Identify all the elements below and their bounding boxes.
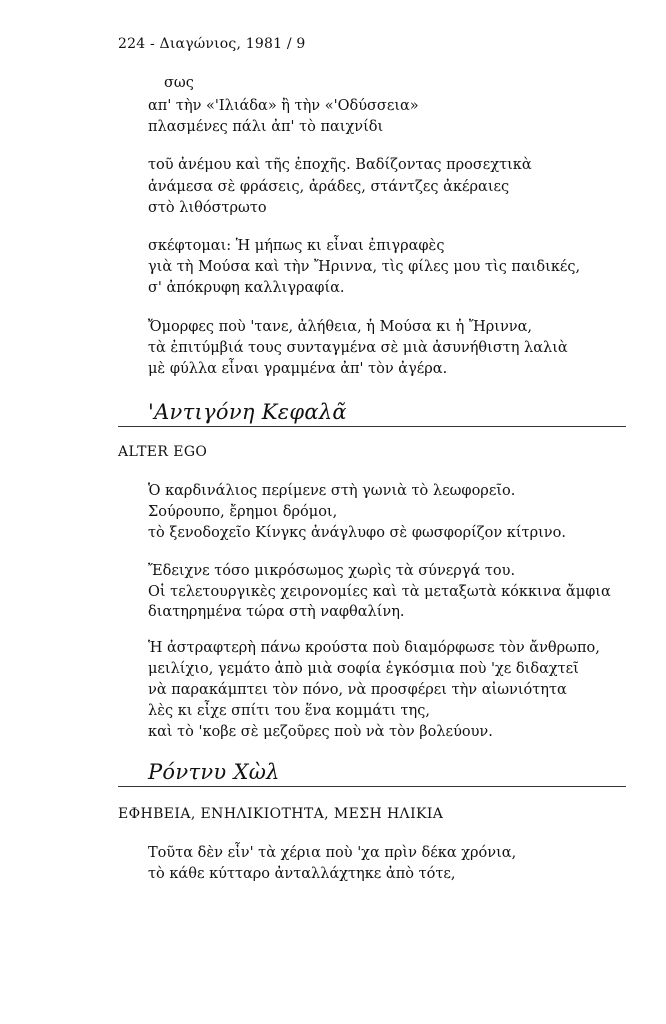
running-head: 224 - Διαγώνιος, 1981 / 9 [118, 36, 306, 52]
poem-line: ἀνάμεσα σὲ φράσεις, ἀράδες, στάντζες ἀκέραιες [148, 179, 510, 195]
author-name: 'Αντιγόνη Κεφαλᾶ [148, 400, 347, 424]
poem-line: διατηρημένα τώρα στὴ ναφθαλίνη. [148, 604, 405, 620]
poem-line: απ' τὴν «'Ιλιάδα» ἢ τὴν «'Οδύσσεια» [148, 98, 419, 114]
poem-line: σ' ἀπόκρυφη καλλιγραφία. [148, 280, 345, 296]
poem-line: καὶ τὸ 'κοβε σὲ μεζοῦρες ποὺ νὰ τὸν βολεύουν. [148, 724, 493, 740]
poem-line: νὰ παρακάμπτει τὸν πόνο, νὰ προσφέρει τὴν αἰωνιότητα [148, 682, 567, 698]
poem-line: τοῦ ἀνέμου καὶ τῆς ἐποχῆς. Βαδίζοντας προσεχτικὰ [148, 157, 532, 173]
author-name: Ρόντνυ Χὼλ [148, 760, 280, 784]
poem-line: Ὁ καρδινάλιος περίμενε στὴ γωνιὰ τὸ λεωφορεῖο. [148, 483, 516, 499]
poem-line: Ἡ ἀστραφτερὴ πάνω κρούστα ποὺ διαμόρφωσε τὸν ἄνθρωπο, [148, 640, 600, 656]
poem-line: πλασμένες πάλι ἀπ' τὸ παιχνίδι [148, 119, 384, 135]
poem-title: ALTER EGO [118, 444, 208, 460]
poem-line: τὸ κάθε κύτταρο ἀνταλλάχτηκε ἀπὸ τότε, [148, 866, 456, 882]
section-divider [118, 426, 626, 427]
poem-title: ΕΦΗΒΕΙΑ, ΕΝΗΛΙΚΙΟΤΗΤΑ, ΜΕΣΗ ΗΛΙΚΙΑ [118, 806, 444, 822]
poem-line: γιὰ τὴ Μούσα καὶ τὴν Ἤριννα, τὶς φίλες μου τὶς παιδικές, [148, 259, 581, 275]
poem-line: Ὄμορφες ποὺ 'τανε, ἀλήθεια, ἡ Μούσα κι ἡ Ἤριννα, [148, 319, 532, 335]
poem-line: σως [164, 75, 194, 91]
poem-line: Οἱ τελετουργικὲς χειρονομίες καὶ τὰ μεταξωτὰ κόκκινα ἄμφια [148, 584, 611, 600]
poem-line: μὲ φύλλα εἶναι γραμμένα ἀπ' τὸν ἀγέρα. [148, 361, 448, 377]
poem-line: Τοῦτα δὲν εἶν' τὰ χέρια ποὺ 'χα πρὶν δέκα χρόνια, [148, 845, 517, 861]
poem-line: Ἔδειχνε τόσο μικρόσωμος χωρὶς τὰ σύνεργά του. [148, 563, 516, 579]
section-divider [118, 786, 626, 787]
poem-line: Σούρουπο, ἔρημοι δρόμοι, [148, 504, 338, 520]
poem-line: μειλίχιο, γεμάτο ἀπὸ μιὰ σοφία ἐγκόσμια ποὺ 'χε διδαχτεῖ [148, 661, 579, 677]
poem-line: τὸ ξενοδοχεῖο Κίνγκς ἀνάγλυφο σὲ φωσφορίζον κίτρινο. [148, 525, 566, 541]
poem-line: τὰ ἐπιτύμβιά τους συνταγμένα σὲ μιὰ ἀσυνήθιστη λαλιὰ [148, 340, 568, 356]
poem-line: στὸ λιθόστρωτο [148, 200, 267, 216]
poem-line: λὲς κι εἶχε σπίτι του ἕνα κομμάτι της, [148, 703, 430, 719]
poem-line: σκέφτομαι: Ἡ μήπως κι εἶναι ἐπιγραφὲς [148, 238, 445, 254]
